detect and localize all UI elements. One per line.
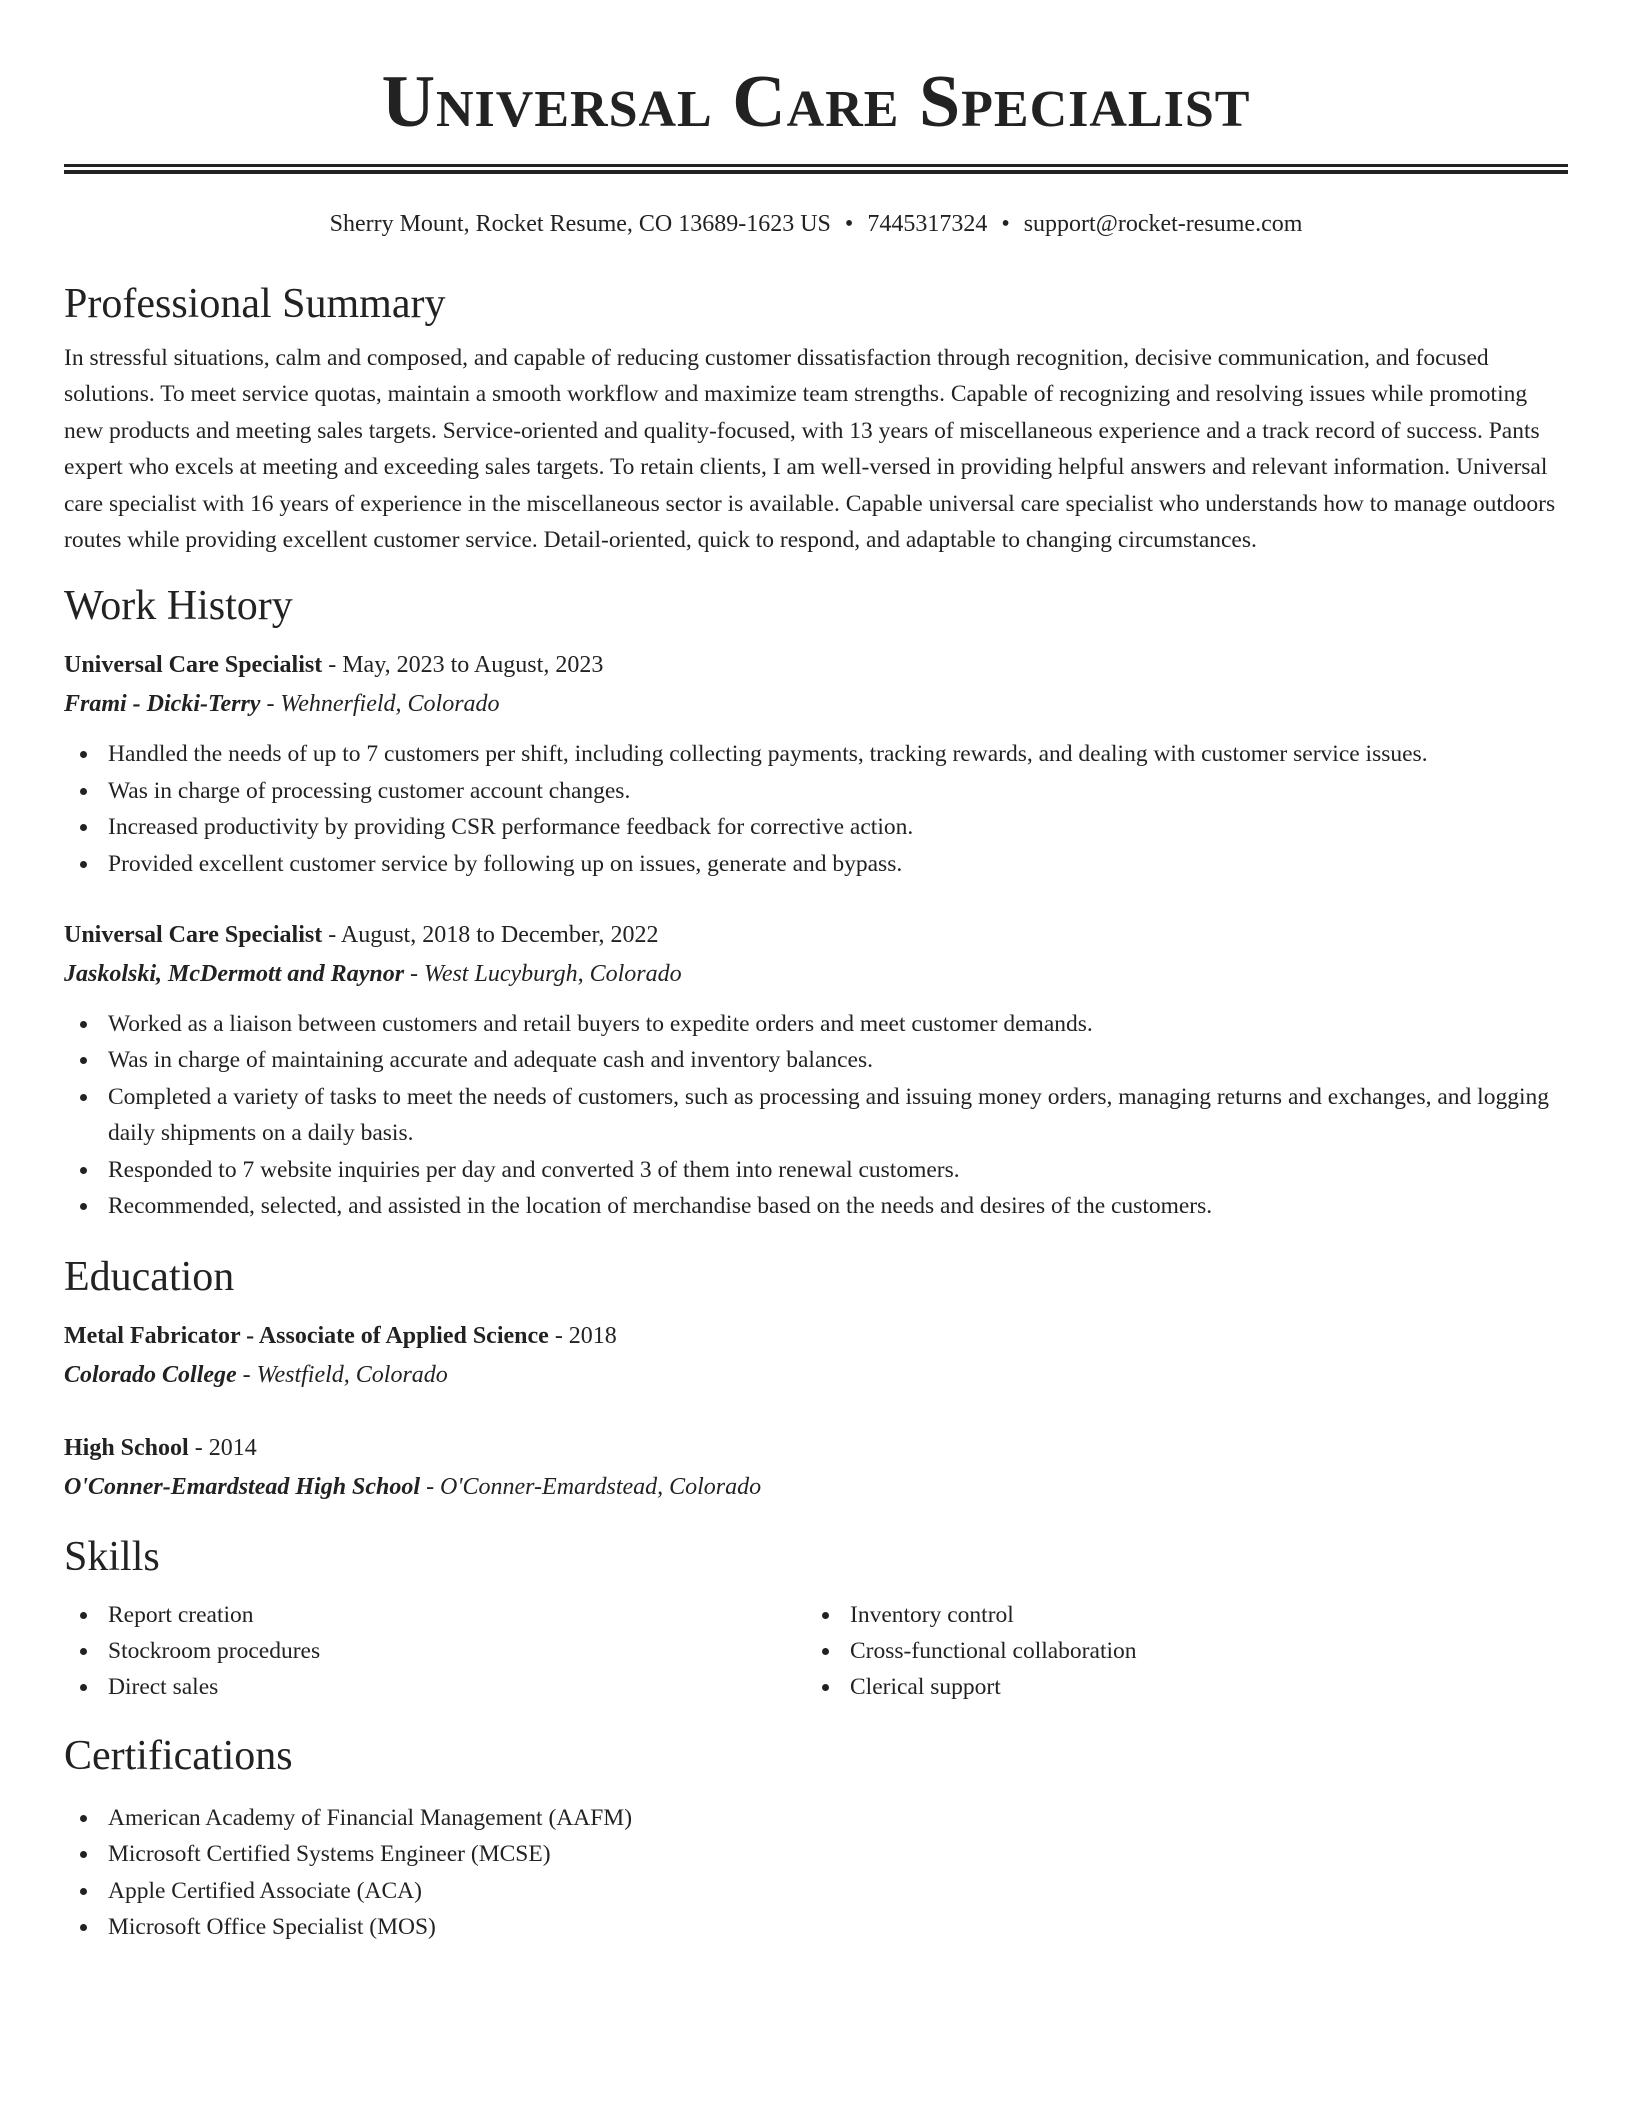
contact-separator: • bbox=[844, 211, 854, 237]
school-name: Colorado College bbox=[64, 1361, 237, 1388]
list-item: Responded to 7 website inquiries per day and converted 3 of them into renewal customers. bbox=[64, 1152, 1568, 1188]
job-title: Universal Care Specialist bbox=[64, 652, 323, 679]
list-item: Report creation bbox=[64, 1597, 806, 1633]
list-item: Was in charge of maintaining accurate and adequate cash and inventory balances. bbox=[64, 1042, 1568, 1078]
school-line bbox=[64, 1355, 1568, 1395]
job-company: Jaskolski, McDermott and Raynor bbox=[64, 961, 405, 988]
list-item: Microsoft Office Specialist (MOS) bbox=[64, 1909, 1568, 1945]
job-title: Universal Care Specialist bbox=[64, 922, 323, 949]
job-duties-list bbox=[64, 1006, 1568, 1224]
list-item: Increased productivity by providing CSR performance feedback for corrective action. bbox=[64, 809, 1568, 845]
list-item: Was in charge of processing customer account changes. bbox=[64, 773, 1568, 809]
job-duties-list bbox=[64, 736, 1568, 882]
degree: High School bbox=[64, 1434, 189, 1461]
list-item: Apple Certified Associate (ACA) bbox=[64, 1873, 1568, 1909]
school-line bbox=[64, 1467, 1568, 1507]
job-dates: - August, 2018 to December, 2022 bbox=[322, 922, 659, 949]
contact-phone: 7445317324 bbox=[867, 211, 988, 237]
title-divider bbox=[64, 164, 1568, 174]
job-company-line bbox=[64, 684, 1568, 724]
education-entry bbox=[64, 1429, 1568, 1507]
resume-title: Universal Care Specialist bbox=[381, 61, 1251, 143]
degree-line bbox=[64, 1429, 1568, 1467]
job-dates: - May, 2023 to August, 2023 bbox=[322, 652, 604, 679]
list-item: Clerical support bbox=[806, 1669, 1548, 1705]
list-item: Recommended, selected, and assisted in the location of merchandise based on the needs and desires of the customers. bbox=[64, 1188, 1568, 1224]
job-company-line bbox=[64, 954, 1568, 994]
degree-line bbox=[64, 1317, 1568, 1355]
job-company: Frami - Dicki-Terry bbox=[64, 691, 261, 718]
school-location: - O'Conner-Emardstead, Colorado bbox=[420, 1473, 762, 1500]
list-item: Direct sales bbox=[64, 1669, 806, 1705]
list-item: Microsoft Certified Systems Engineer (MCSE) bbox=[64, 1836, 1568, 1872]
contact-email: support@rocket-resume.com bbox=[1023, 211, 1303, 237]
contact-address: Sherry Mount, Rocket Resume, CO 13689-1623 US bbox=[329, 211, 831, 237]
job-title-line bbox=[64, 916, 1568, 954]
list-item: Inventory control bbox=[806, 1597, 1548, 1633]
education-heading: Education bbox=[64, 1253, 235, 1300]
skills-heading: Skills bbox=[64, 1533, 160, 1580]
school-name: O'Conner-Emardstead High School bbox=[64, 1473, 421, 1500]
job-title-line bbox=[64, 646, 1568, 684]
work-entry bbox=[64, 646, 1568, 882]
skills-grid bbox=[64, 1597, 1568, 1706]
list-item: Cross-functional collaboration bbox=[806, 1633, 1548, 1669]
education-entry bbox=[64, 1317, 1568, 1395]
list-item: Worked as a liaison between customers and retail buyers to expedite orders and meet customer demands. bbox=[64, 1006, 1568, 1042]
work-entry bbox=[64, 916, 1568, 1224]
summary-heading: Professional Summary bbox=[64, 281, 446, 327]
list-item: Completed a variety of tasks to meet the needs of customers, such as processing and issuing money orders, managing returns and exchanges, and logging daily shipments on a daily basis. bbox=[64, 1079, 1568, 1152]
graduation-year: - 2014 bbox=[188, 1434, 257, 1461]
contact-separator: • bbox=[1001, 211, 1010, 237]
degree: Metal Fabricator - Associate of Applied Science bbox=[64, 1322, 549, 1349]
job-location: - West Lucyburgh, Colorado bbox=[404, 961, 682, 988]
certifications-heading: Certifications bbox=[64, 1732, 293, 1779]
school-location: - Westfield, Colorado bbox=[236, 1361, 448, 1388]
job-location: - Wehnerfield, Colorado bbox=[260, 691, 500, 718]
list-item: American Academy of Financial Management (AAFM) bbox=[64, 1800, 1568, 1836]
graduation-year: - 2018 bbox=[548, 1322, 617, 1349]
summary-text: In stressful situations, calm and composed, and capable of reducing customer dissatisfaction through recognition, decisive communication, and focused solutions. To meet service quotas, maintain a smooth workflow and maximize team strengths. Capable of recognizing and resolving issues while promoting new products and meeting sales targets. Service-oriented and quality-focused, with 13 years of miscellaneous experience and a track record of success. Pants expert who excels at meeting and exceeding sales targets. To retain clients, I am well-versed in providing helpful answers and relevant information. Universal care specialist with 16 years of experience in the miscellaneous sector is available. Capable universal care specialist who understands how to manage outdoors routes while providing excellent customer service. Detail-oriented, quick to respond, and adaptable to changing circumstances. bbox=[64, 345, 1556, 554]
list-item: Handled the needs of up to 7 customers per shift, including collecting payments, tracking rewards, and dealing with customer service issues. bbox=[64, 736, 1568, 772]
list-item: Provided excellent customer service by following up on issues, generate and bypass. bbox=[64, 846, 1568, 882]
skills-list-left bbox=[64, 1597, 806, 1706]
work-history-heading: Work History bbox=[64, 583, 293, 630]
list-item: Stockroom procedures bbox=[64, 1633, 806, 1669]
skills-list-right bbox=[806, 1597, 1548, 1706]
certifications-list bbox=[64, 1800, 1568, 1946]
contact-line bbox=[64, 208, 1568, 240]
